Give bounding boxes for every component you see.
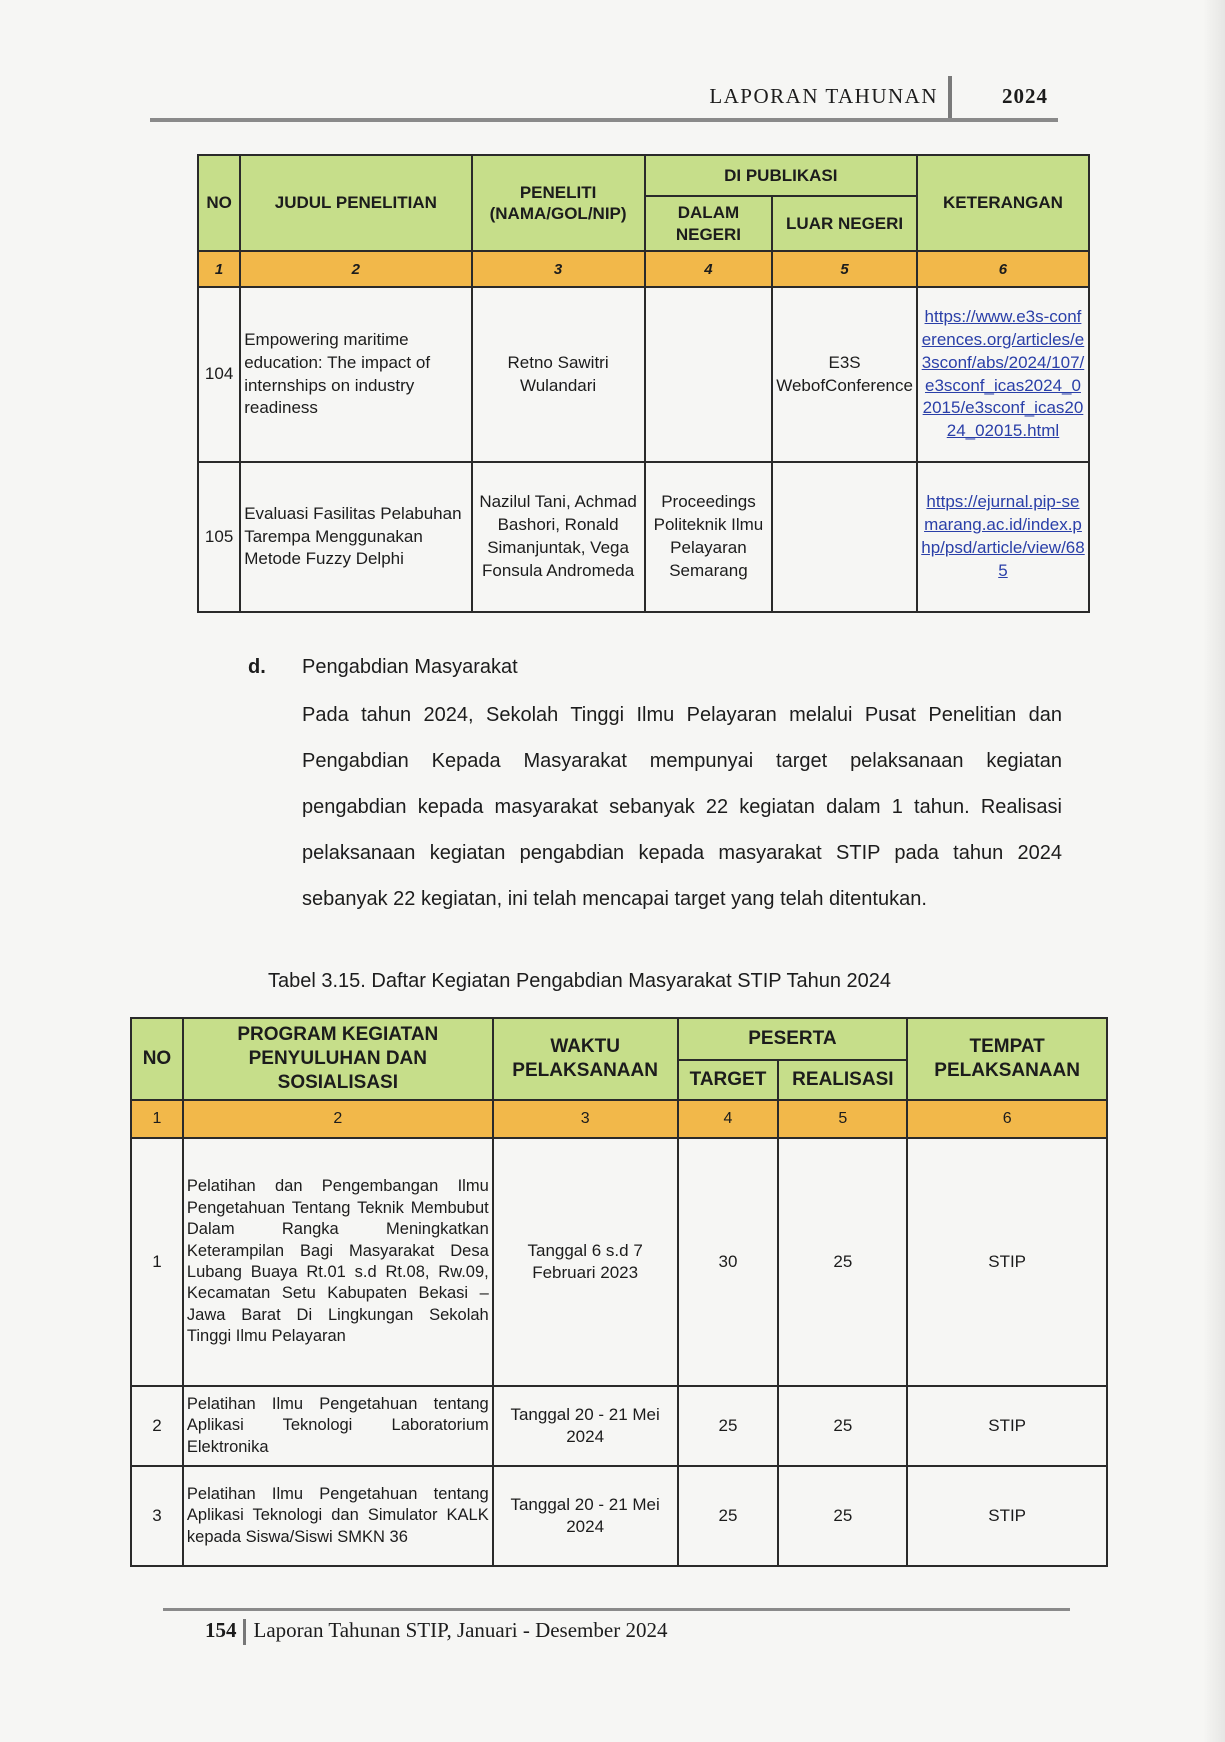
footer-rule (163, 1608, 1070, 1611)
table-row (198, 287, 1089, 462)
header-year: 2024 (1002, 84, 1048, 108)
cell-realisasi: 25 (778, 1386, 907, 1466)
column-number: 6 (917, 251, 1089, 287)
section-title: Pengabdian Masyarakat (302, 656, 518, 678)
cell-no: 104 (198, 287, 240, 462)
column-number: 6 (907, 1100, 1107, 1138)
table-caption: Tabel 3.15. Daftar Kegiatan Pengabdian Masyarakat STIP Tahun 2024 (268, 970, 892, 992)
cell-judul: Empowering maritime education: The impact of internships on industry readiness (240, 287, 471, 462)
header-publikasi: DI PUBLIKASI (645, 155, 917, 196)
column-number: 3 (493, 1100, 678, 1138)
cell-program: Pelatihan dan Pengembangan Ilmu Pengetahuan Tentang Teknik Membubut Dalam Rangka Meningkatkan Keterampilan Bagi Masyarakat Desa Lubang Buaya Rt.01 s.d Rt.08, Rw.09, Kecamatan Setu Kabupaten Bekasi – Jawa Barat Di Lingkungan Sekolah Tinggi Ilmu Pelayaran (183, 1138, 493, 1386)
header-rule (150, 118, 1058, 122)
cell-tempat: STIP (907, 1466, 1107, 1566)
column-number: 3 (472, 251, 645, 287)
column-number: 4 (678, 1100, 779, 1138)
cell-dalam-negeri: Proceedings Politeknik Ilmu Pelayaran Semarang (645, 462, 773, 612)
section-letter: d. (248, 656, 266, 678)
table-row (131, 1138, 1107, 1386)
column-number: 5 (772, 251, 917, 287)
page-header (150, 76, 1058, 124)
header-title: LAPORAN TAHUNAN (709, 84, 938, 108)
header-keterangan: KETERANGAN (917, 155, 1089, 251)
page-edge-shadow (1203, 0, 1225, 1742)
cell-target: 25 (678, 1386, 779, 1466)
cell-no: 105 (198, 462, 240, 612)
cell-program: Pelatihan Ilmu Pengetahuan tentang Aplikasi Teknologi Laboratorium Elektronika (183, 1386, 493, 1466)
publication-link[interactable]: https://ejurnal.pip-semarang.ac.id/index.php/psd/article/view/685 (917, 462, 1089, 612)
table-row (198, 462, 1089, 612)
header-program: PROGRAM KEGIATAN PENYULUHAN DAN SOSIALISASI (183, 1018, 493, 1100)
publication-link[interactable]: https://www.e3s-conferences.org/articles/e3sconf/abs/2024/107/e3sconf_icas2024_02015/e3sconf_icas2024_02015.html (917, 287, 1089, 462)
table-row (131, 1386, 1107, 1466)
cell-no: 3 (131, 1466, 183, 1566)
cell-waktu: Tanggal 6 s.d 7 Februari 2023 (493, 1138, 678, 1386)
cell-dalam-negeri (645, 287, 773, 462)
cell-program: Pelatihan Ilmu Pengetahuan tentang Aplikasi Teknologi dan Simulator KALK kepada Siswa/Siswi SMKN 36 (183, 1466, 493, 1566)
header-tempat: TEMPAT PELAKSANAAN (907, 1018, 1107, 1100)
column-number: 2 (183, 1100, 493, 1138)
header-realisasi: REALISASI (778, 1060, 907, 1100)
cell-peneliti: Nazilul Tani, Achmad Bashori, Ronald Simanjuntak, Vega Fonsula Andromeda (472, 462, 645, 612)
cell-target: 30 (678, 1138, 779, 1386)
section-paragraph: Pada tahun 2024, Sekolah Tinggi Ilmu Pelayaran melalui Pusat Penelitian dan Pengabdian Kepada Masyarakat mempunyai target pelaksanaan kegiatan pengabdian kepada masyarakat sebanyak 22 kegiatan dalam 1 tahun. Realisasi pelaksanaan kegiatan pengabdian kepada masyarakat STIP pada tahun 2024 sebanyak 22 kegiatan, ini telah mencapai target yang telah ditentukan. (302, 704, 1062, 910)
cell-realisasi: 25 (778, 1138, 907, 1386)
header-peneliti: PENELITI (NAMA/GOL/NIP) (472, 155, 645, 251)
column-number: 1 (131, 1100, 183, 1138)
cell-peneliti: Retno Sawitri Wulandari (472, 287, 645, 462)
cell-judul: Evaluasi Fasilitas Pelabuhan Tarempa Menggunakan Metode Fuzzy Delphi (240, 462, 471, 612)
table-row (131, 1466, 1107, 1566)
page-footer (205, 1618, 667, 1645)
page-number: 154 (205, 1618, 237, 1642)
header-separator (948, 76, 952, 120)
research-table (197, 154, 1090, 613)
header-judul: JUDUL PENELITIAN (240, 155, 471, 251)
cell-luar-negeri (772, 462, 917, 612)
footer-separator (243, 1619, 246, 1645)
header-peserta: PESERTA (678, 1018, 908, 1060)
column-number: 5 (778, 1100, 907, 1138)
cell-waktu: Tanggal 20 - 21 Mei 2024 (493, 1386, 678, 1466)
cell-realisasi: 25 (778, 1466, 907, 1566)
column-number: 4 (645, 251, 773, 287)
cell-waktu: Tanggal 20 - 21 Mei 2024 (493, 1466, 678, 1566)
header-target: TARGET (678, 1060, 779, 1100)
cell-no: 1 (131, 1138, 183, 1386)
header-luar-negeri: LUAR NEGERI (772, 196, 917, 251)
cell-target: 25 (678, 1466, 779, 1566)
column-number: 1 (198, 251, 240, 287)
community-service-table (130, 1017, 1108, 1567)
header-waktu: WAKTU PELAKSANAAN (493, 1018, 678, 1100)
cell-tempat: STIP (907, 1386, 1107, 1466)
cell-tempat: STIP (907, 1138, 1107, 1386)
header-no: NO (131, 1018, 183, 1100)
footer-text: Laporan Tahunan STIP, Januari - Desember 2024 (253, 1618, 668, 1642)
cell-luar-negeri: E3S WebofConference (772, 287, 917, 462)
cell-no: 2 (131, 1386, 183, 1466)
header-dalam-negeri: DALAM NEGERI (645, 196, 773, 251)
column-number: 2 (240, 251, 471, 287)
header-no: NO (198, 155, 240, 251)
